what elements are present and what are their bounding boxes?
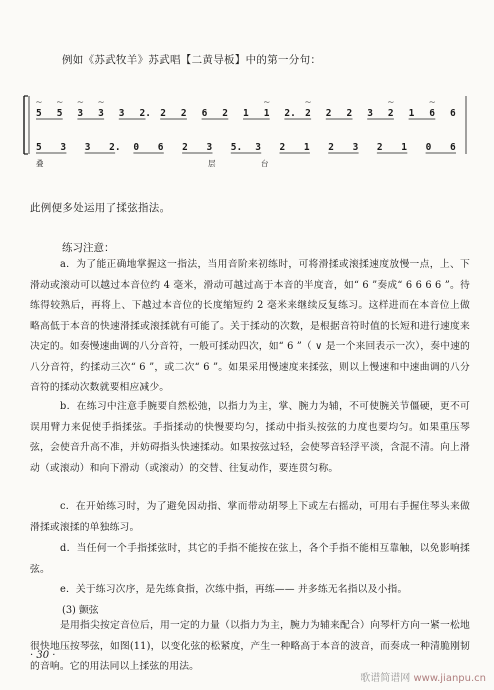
lower-staff	[36, 142, 456, 153]
upper-note: 2	[222, 108, 229, 119]
lyric-2: 层	[208, 159, 216, 168]
lower-note: 1	[401, 142, 408, 153]
watermark-url: www.jianpu.cn	[413, 673, 486, 684]
jianpu-score	[18, 70, 478, 190]
watermark-site-name: 歌谱简谱网	[360, 673, 411, 684]
upper-note: 5	[56, 108, 63, 119]
paragraph-d: d．当任何一个手指揉弦时，其它的手指不能按在弦上，各个手指不能相互靠触，以免影响揉弦。	[30, 543, 470, 575]
page-number: · 30 ·	[30, 650, 56, 661]
lower-note: 3	[60, 142, 67, 153]
upper-note: 3	[77, 108, 84, 119]
upper-note: 1	[243, 108, 249, 119]
lower-note: 3	[352, 142, 359, 153]
upper-note: 3	[98, 108, 104, 119]
score-svg	[18, 70, 478, 190]
upper-staff	[36, 108, 456, 119]
paragraph-tremolo: 是用指尖按定音位后，用一定的力量（以指力为主，腕力为辅来配合）向琴杆方向一紧一松地很快地压按琴弦，如图(11)，以变化弦的松紧度，产生一种略高于本音的波音，而奏成一种清脆刚韧的音响。它的用法同以上揉弦的用法。	[30, 620, 470, 672]
upper-note: 1	[408, 108, 415, 119]
paragraph-a: a．为了能正确地掌握这一指法，当用音阶来初练时，可将滑揉或滚揉速度放慢一点，上、下滑动或滚动可以越过本音位约 4 毫米，滑动可越过高于本音的半度音，如“ 6 ”奏成“ 6 6 6 6 ”。待练得较熟后，再将上、下越过本音位的长度缩短约 2 毫米来继续反复练习。这样进而在本音位上做略高低于本音的快速滑揉或滚揉就有可能了。关于揉动的次数，是根据音符时值的长短和进行速度来决定的。如奏慢速曲调的八分音符，一般可揉动四次，如“ 6 ”（ ∨ 是一个来回表示一次），奏中速的八分音符，约揉动三次“ 6 ”，或二次“ 6 ”。如果采用慢速度来揉弦，则以上慢速和中速曲调的八分音符的揉动次数就要相应减少。	[30, 259, 470, 393]
ornament-marks	[36, 99, 435, 106]
upper-note: 2.	[139, 108, 151, 119]
paragraph-b: b．在练习中注意手腕要自然松弛，以指力为主，掌、腕力为辅，不可使腕关节僵硬，更不可误用臂力来促使手指揉弦。手指揉动的快慢要均匀，揉动中指头按弦的力度也要均匀。如果重压琴弦，会使音升高不准，并妨碍指头快速揉动。如果按弦过轻，会使琴音轻浮平淡，含混不清。向上滑动（或滚动）和向下滑动（或滚动）的交替、往复动作，要连贯匀称。	[30, 401, 470, 474]
upper-note: 2	[387, 108, 394, 119]
lower-note: 1	[303, 142, 310, 153]
example-note: 此例便多处运用了揉弦指法。	[30, 202, 171, 214]
ornament-mark: ⁓	[387, 99, 394, 106]
upper-note: 3	[118, 108, 125, 119]
upper-note: 2	[305, 108, 311, 119]
ornament-mark: ⁓	[77, 99, 84, 106]
upper-note: 3	[367, 108, 373, 119]
lower-note: 2	[279, 142, 286, 153]
ornament-mark: ⁓	[36, 99, 42, 106]
lower-note: 3	[206, 142, 213, 153]
lower-note: 3	[255, 142, 261, 153]
intro-line: 例如《苏武牧羊》苏武唱【二黄导板】中的第一分句：	[62, 54, 322, 66]
lower-note: 5.	[230, 142, 243, 153]
lower-note: 2	[328, 142, 334, 153]
lyric-1: 叠	[36, 159, 44, 168]
lower-note: 5	[36, 142, 42, 153]
ornament-mark: ⁓	[56, 99, 63, 106]
lower-note: 2	[182, 142, 188, 153]
upper-note: 5	[36, 108, 42, 119]
upper-note: 2.	[284, 108, 296, 119]
upper-note: 1	[263, 108, 270, 119]
upper-note: 6	[450, 108, 456, 119]
ornament-mark: ⁓	[429, 99, 436, 106]
paragraph-c: c．在开始练习时，为了避免因动指、掌而带动胡琴上下或左右摇动，可用右手握住琴头来做滑揉或滚揉的单独练习。	[30, 501, 470, 533]
upper-note: 2	[325, 108, 332, 119]
upper-note: 2	[346, 108, 353, 119]
lower-note: 6	[450, 142, 456, 153]
lower-note: 2	[376, 142, 383, 153]
lower-note: 6	[157, 142, 164, 153]
lyric-3: 台	[261, 159, 269, 168]
ornament-mark: ⁓	[98, 99, 105, 106]
lower-note: 2.	[109, 142, 121, 153]
practice-title: 练习注意：	[62, 242, 115, 254]
lower-note: 3	[84, 142, 91, 153]
subsection-heading: (3) 颤弦	[62, 605, 99, 616]
ornament-mark: ⁓	[263, 99, 270, 106]
site-watermark[interactable]	[360, 669, 486, 684]
upper-note: 2	[180, 108, 187, 119]
ornament-mark: ⁓	[305, 99, 312, 106]
upper-note: 6	[201, 108, 208, 119]
upper-note: 6	[429, 108, 436, 119]
upper-note: 2	[160, 108, 166, 119]
lower-note: 0	[133, 142, 140, 153]
paragraph-e: e．关于练习次序，是先练食指，次练中指，再练—— 并多练无名指以及小指。	[60, 584, 408, 595]
lower-note: 0	[425, 142, 432, 153]
